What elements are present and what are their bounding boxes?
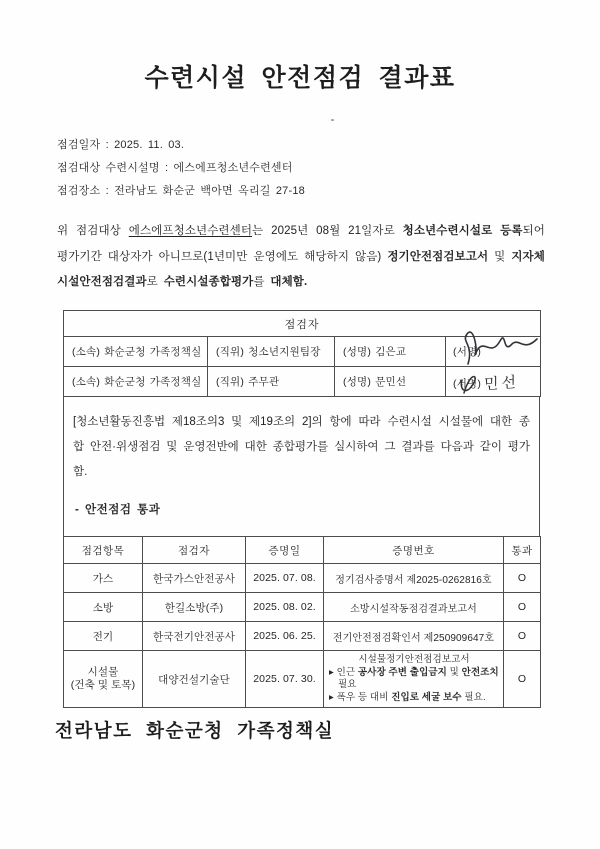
inspection-place-value: 전라남도 화순군 백아면 옥리길 27-18 (114, 185, 305, 197)
inspection-date-label: 점검일자 (57, 139, 101, 151)
intro-segment-bold: 대체함. (270, 276, 308, 288)
cert-cell: 소방시설작동점검결과보고서 (324, 593, 504, 622)
col-header-cert-date: 증명일 (246, 537, 324, 564)
bullet-segment: 및 (446, 666, 462, 678)
facility-name-label: 점검대상 수련시설명 (57, 162, 160, 174)
cert-detail-block (324, 651, 503, 707)
col-header-item: 점검항목 (64, 537, 143, 564)
bullet-segment-bold: 안전조치 (461, 666, 499, 678)
position-cell (208, 337, 335, 367)
col-header-pass: 통과 (504, 537, 541, 564)
intro-segment: 를 (253, 276, 271, 288)
position-value: 주무관 (248, 376, 280, 388)
info-block (57, 134, 305, 203)
date-cell: 2025. 06. 25. (246, 622, 324, 651)
dept-label: (소속) (72, 376, 101, 388)
item-cell (64, 651, 143, 708)
inspection-result-table (63, 536, 541, 708)
signature-cell (446, 367, 541, 397)
intro-segment: 위 점검대상 (57, 225, 129, 237)
table-row-gas (64, 564, 541, 593)
sign-label: (서명) (453, 378, 482, 390)
dept-value: 화순군청 가족정책실 (104, 376, 202, 388)
inspector-table-title: 점검자 (64, 311, 541, 337)
item-line2: (건축 및 토목) (70, 679, 136, 691)
inspection-place-label: 점검장소 (57, 185, 101, 197)
separator: : (159, 162, 174, 174)
position-cell (208, 367, 335, 397)
inspection-place-line (57, 180, 305, 203)
bullet-segment: 필요. (461, 691, 486, 703)
name-value: 문민선 (375, 376, 407, 388)
safety-pass-heading: - 안전점검 통과 (75, 504, 161, 516)
bullet-segment-bold: 진입로 세굴 보수 (391, 691, 462, 703)
name-cell (335, 337, 446, 367)
evaluation-note-area (63, 397, 540, 536)
intro-segment-bold: 청소년수련시설로 등록 (402, 225, 523, 237)
table-row-electric (64, 622, 541, 651)
cert-bullet (329, 692, 499, 705)
item-line1: 시설물 (87, 666, 119, 678)
name-value: 김은교 (375, 346, 407, 358)
pass-cell: O (504, 564, 541, 593)
item-cell: 소방 (64, 593, 143, 622)
cert-cell (324, 651, 504, 708)
inspection-date-line (57, 134, 305, 157)
facility-name-value: 에스에프청소년수련센터 (173, 162, 293, 174)
scan-speck (331, 119, 334, 121)
cert-bullet (329, 667, 499, 692)
separator: : (100, 139, 115, 151)
position-label: (직위) (216, 376, 245, 388)
intro-paragraph (57, 219, 545, 296)
cert-cell: 전기안전점검확인서 제250909647호 (324, 622, 504, 651)
pass-cell: O (504, 651, 541, 708)
agency-cell: 한국전기안전공사 (143, 622, 246, 651)
result-box (63, 310, 540, 708)
intro-segment-bold: 정기안전점검보고서 (387, 250, 489, 263)
page-title: 수련시설 안전점검 결과표 (144, 64, 456, 92)
bullet-triangle-icon: ▸ (329, 691, 334, 703)
inspector-table (63, 310, 541, 397)
intro-segment: 되어 평가기간 대상자가 아니므로(1년미만 운영에도 해당하지 않음) (57, 225, 545, 263)
table-row-facility (64, 651, 541, 708)
bullet-segment: 인근 (336, 666, 358, 678)
position-label: (직위) (216, 346, 245, 358)
agency-cell: 대양건설기술단 (143, 651, 246, 708)
pass-cell: O (504, 593, 541, 622)
table-row-fire (64, 593, 541, 622)
bullet-segment: 폭우 등 대비 (336, 691, 392, 703)
signature-cell (446, 337, 541, 367)
intro-segment-bold: 수련시설종합평가 (163, 276, 254, 288)
handwritten-name: 민선 (484, 373, 520, 394)
name-label: (성명) (343, 376, 372, 388)
intro-segment-underlined: 에스에프청소년수련센터 (128, 225, 253, 237)
inspector-row (64, 337, 541, 367)
date-cell: 2025. 07. 30. (246, 651, 324, 708)
intro-segment: 및 (488, 250, 512, 263)
sign-label: (서명) (453, 346, 482, 358)
inspection-table-header-row (64, 537, 541, 564)
intro-segment-bold: 지자체 시설안전점검결과 (57, 250, 545, 288)
intro-segment: 는 2025년 08월 21일자로 (252, 225, 403, 237)
legal-basis-paragraph: [청소년활동진흥법 제18조의3 및 제19조의 2]의 항에 따라 수련시설 시설물에 대한 종합 안전·위생점검 및 운영전반에 대한 종합평가를 실시하여 그 결과를 다음과 같이 평가함. (73, 416, 530, 478)
intro-segment: 로 (146, 276, 164, 288)
cert-title: 시설물정기안전점검보고서 (358, 654, 470, 665)
name-label: (성명) (343, 346, 372, 358)
col-header-inspector: 점검자 (143, 537, 246, 564)
cert-cell: 정기검사증명서 제2025-0262816호 (324, 564, 504, 593)
inspection-date-value: 2025. 11. 03. (114, 139, 185, 151)
position-value: 청소년지원팀장 (248, 346, 321, 358)
issuing-office: 전라남도 화순군청 가족정책실 (55, 720, 335, 741)
dept-value: 화순군청 가족정책실 (104, 346, 202, 358)
item-cell: 전기 (64, 622, 143, 651)
facility-name-line (57, 157, 305, 180)
name-cell (335, 367, 446, 397)
date-cell: 2025. 07. 08. (246, 564, 324, 593)
inspector-row (64, 367, 541, 397)
date-cell: 2025. 08. 02. (246, 593, 324, 622)
bullet-segment: 필요 (338, 679, 357, 690)
separator: : (100, 185, 115, 197)
item-cell: 가스 (64, 564, 143, 593)
inspector-table-header-row (64, 311, 541, 337)
bullet-segment-bold: 공사장 주변 출입금지 (357, 666, 447, 678)
bullet-triangle-icon: ▸ (329, 666, 334, 678)
col-header-cert-number: 증명번호 (324, 537, 504, 564)
agency-cell: 한국가스안전공사 (143, 564, 246, 593)
dept-label: (소속) (72, 346, 101, 358)
agency-cell: 한길소방(주) (143, 593, 246, 622)
pass-cell: O (504, 622, 541, 651)
dept-cell (64, 337, 208, 367)
dept-cell (64, 367, 208, 397)
